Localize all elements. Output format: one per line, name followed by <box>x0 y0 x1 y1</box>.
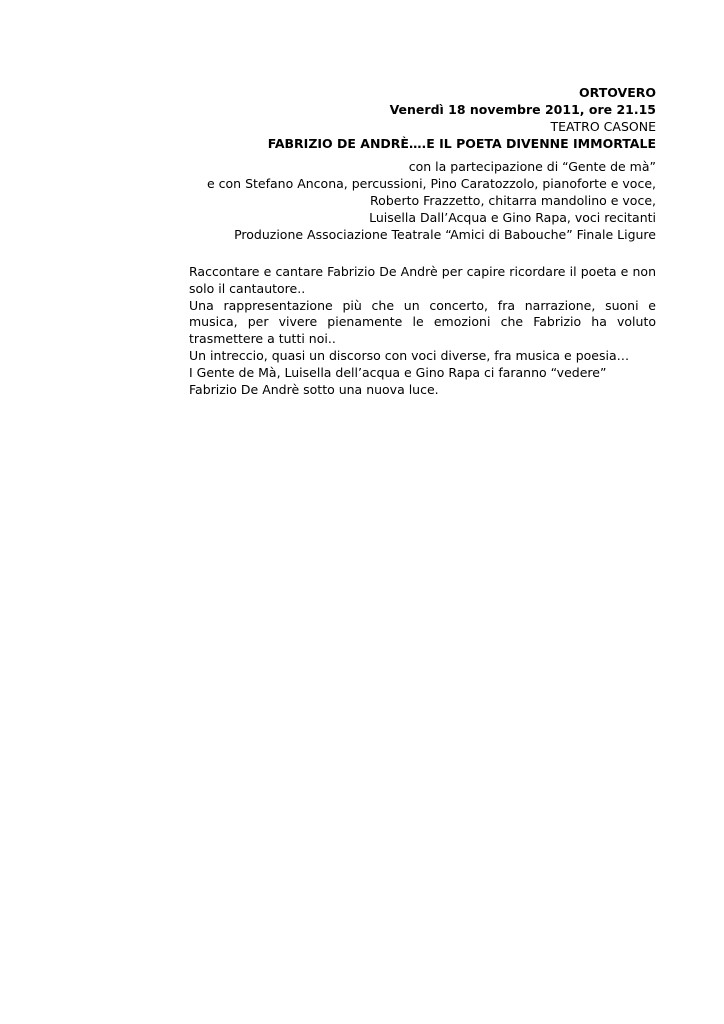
event-header <box>150 84 656 152</box>
event-location: ORTOVERO <box>579 85 656 100</box>
event-credits <box>150 158 656 243</box>
credits-line: e con Stefano Ancona, percussioni, Pino Caratozzolo, pianoforte e voce, <box>207 176 656 191</box>
credits-line: Luisella Dall’Acqua e Gino Rapa, voci recitanti <box>369 210 656 225</box>
credits-line: Produzione Associazione Teatrale “Amici di Babouche” Finale Ligure <box>234 227 656 242</box>
description-paragraph: I Gente de Mà, Luisella dell’acqua e Gino Rapa ci faranno “vedere” Fabrizio De Andrè sotto una nuova luce. <box>189 364 607 397</box>
credits-line: Roberto Frazzetto, chitarra mandolino e voce, <box>370 193 656 208</box>
event-venue: TEATRO CASONE <box>550 119 656 134</box>
event-title: FABRIZIO DE ANDRÈ….E IL POETA DIVENNE IMMORTALE <box>267 136 656 151</box>
description-paragraph: Una rappresentazione più che un concerto, fra narrazione, suoni e musica, per vivere pienamente le emozioni che Fabrizio ha voluto trasmettere a tutti noi.. <box>189 297 656 347</box>
credits-line: con la partecipazione di “Gente de mà” <box>408 159 656 174</box>
event-description <box>189 264 656 398</box>
event-date-time: Venerdì 18 novembre 2011, ore 21.15 <box>389 102 656 117</box>
description-paragraph: Raccontare e cantare Fabrizio De Andrè per capire ricordare il poeta e non solo il cantautore.. <box>189 264 656 296</box>
description-paragraph: Un intreccio, quasi un discorso con voci diverse, fra musica e poesia… <box>189 347 630 363</box>
